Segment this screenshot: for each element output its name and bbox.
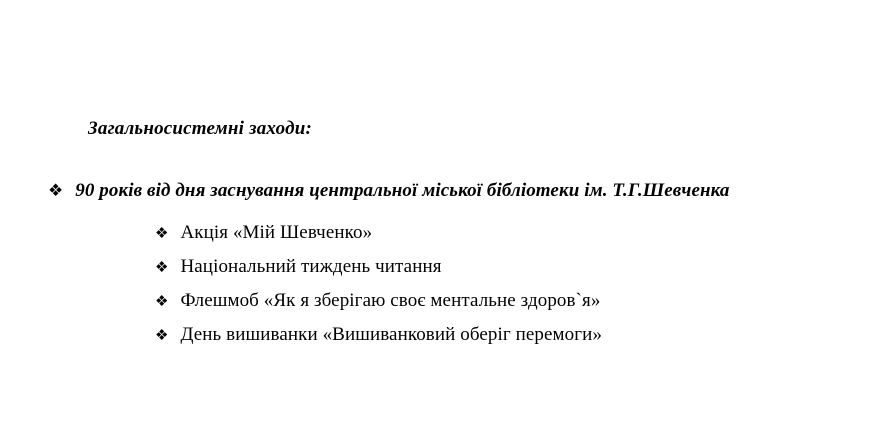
main-bullet-item: [48, 180, 730, 202]
list-item-label: Національний тиждень читання: [180, 256, 442, 277]
list-item-label: Акція «Мій Шевченко»: [180, 222, 373, 243]
diamond-bullet-icon: ❖: [155, 328, 169, 344]
section-heading: Загальносистемні заходи:: [88, 118, 312, 139]
list-item: [155, 222, 855, 244]
main-bullet-label: 90 років від дня заснування центральної міської бібліотеки ім. Т.Г.Шевченка: [75, 180, 730, 201]
list-item: [155, 290, 855, 312]
diamond-bullet-icon: ❖: [155, 226, 169, 242]
diamond-bullet-icon: ❖: [48, 181, 64, 200]
list-item-label: Флешмоб «Як я зберігаю своє ментальне здоров`я»: [180, 290, 601, 311]
diamond-bullet-icon: ❖: [155, 294, 169, 310]
list-item-label: День вишиванки «Вишиванковий оберіг перемоги»: [180, 324, 603, 345]
list-item: [155, 324, 855, 346]
diamond-bullet-icon: ❖: [155, 260, 169, 276]
list-item: [155, 256, 855, 278]
sub-bullet-list: [155, 222, 855, 358]
